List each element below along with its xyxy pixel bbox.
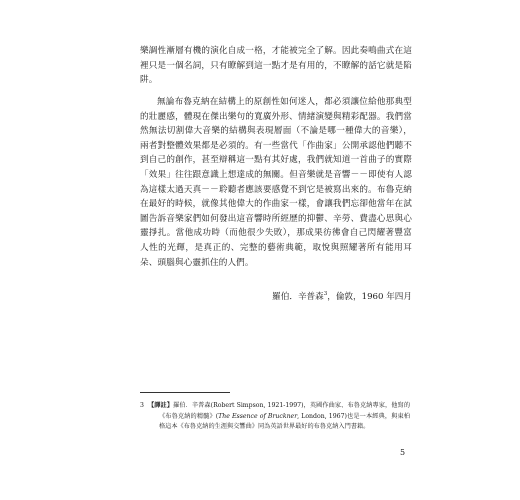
paragraph-main: 無論布魯克納在結構上的原創性如何迷人，都必須讓位給他那典型的壯麗感，體現在傑出樂句的寬廣外形、情緒演變與精彩配器。我們當然無法切割偉大音樂的結構與表現層面（不論是哪一種偉大的音樂），兩者對整體效果都是必須的。有一些當代「作曲家」公開承認他們聽不到自己的創作，甚至辯稱這一點有其好處，我們就知道一首曲子的實際「效果」往往跟意識上想達成的無關。但音樂就是音響－－即使有人認為這樣太過天真－－聆聽者應該要感覺不到它是被寫出來的。布魯克納在最好的時候，就像其他偉大的作曲家一樣，會讓我們忘卻他當年在試圖告訴音樂家們如何發出這音響時所經歷的抑鬱、辛勞、費盡心思與心靈掙扎。當他成功時（而他很少失敗），那成果彷彿會自己閃耀著豐富人性的光輝，是真正的、完整的藝術典範，取悅與照耀著所有能用耳朵、頭腦與心靈抓住的人們。 — [140, 97, 412, 268]
footnote — [140, 401, 410, 433]
page-number: 5 — [400, 448, 406, 457]
footnote-marker[interactable]: 3 — [323, 291, 328, 297]
footnote-text-part1: 羅伯．辛普森(Robert Simpson, 1921-1997)，英國作曲家、布魯克納專家，他寫的《布魯克納的精髓》( — [159, 402, 411, 420]
footnote-divider — [140, 392, 230, 393]
signature-line — [272, 287, 412, 304]
footnote-english-title: The Essence of Bruckner — [218, 412, 298, 420]
footnote-body — [140, 401, 410, 433]
footnote-text-part2: , London, 1967)也是一本經典，與東柏格這本《布魯克納的生涯與交響曲》同為英語世界最好的布魯克納入門書籍。 — [159, 412, 410, 430]
paragraph-continued: 樂調性漸層有機的演化自成一格，才能被完全了解。因此奏鳴曲式在這裡只是一個名詞，只有瞭解到這一點才是有用的，不瞭解的話它就是陷阱。 — [140, 46, 412, 86]
footnote-number: 3 — [140, 402, 144, 409]
signature-place-date: ，倫敦，1960 年四月 — [327, 292, 412, 302]
footnote-label: 【譯註】 — [148, 402, 174, 409]
signature-name: 羅伯．辛普森 — [272, 292, 324, 302]
